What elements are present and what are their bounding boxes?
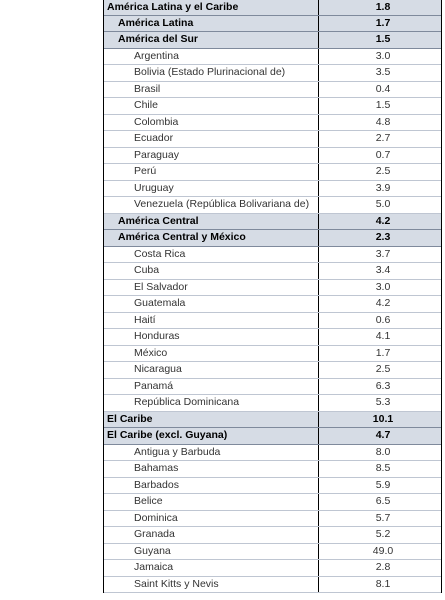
table-row	[104, 544, 441, 561]
value-cell: 3.0	[375, 280, 391, 293]
country-name: Guyana	[104, 544, 319, 560]
value-cell: 8.5	[375, 462, 391, 474]
country-name: Nicaragua	[104, 362, 319, 378]
table-row	[104, 131, 441, 148]
table-row-group	[104, 0, 441, 16]
value-cell: 6.3	[375, 379, 391, 392]
value-cell: 0.4	[375, 82, 391, 95]
value-cell: 3.0	[375, 49, 391, 62]
country-name: México	[104, 346, 319, 362]
table-row	[104, 461, 441, 478]
table-row	[104, 527, 441, 544]
country-name: Cuba	[104, 263, 319, 279]
table-row	[104, 511, 441, 528]
table-row	[104, 362, 441, 379]
table-row-group	[104, 428, 441, 445]
country-name: Barbados	[104, 478, 319, 494]
value-cell: 5.7	[375, 511, 391, 524]
value-cell: 1.7	[375, 346, 391, 359]
value-cell: 1.5	[375, 33, 391, 45]
region-name: América Latina	[104, 16, 319, 32]
table-row	[104, 263, 441, 280]
table-row	[104, 49, 441, 66]
country-name: Argentina	[104, 49, 319, 65]
table-row	[104, 494, 441, 511]
table-row	[104, 247, 441, 264]
value-cell: 3.5	[375, 66, 391, 78]
table-row	[104, 98, 441, 115]
country-name: Bolivia (Estado Plurinacional de)	[104, 65, 319, 81]
value-cell: 49.0	[372, 544, 394, 557]
value-cell: 5.2	[375, 528, 391, 540]
country-name: Paraguay	[104, 148, 319, 164]
region-name: América Central y México	[104, 230, 319, 246]
table-row	[104, 395, 441, 412]
country-name: Ecuador	[104, 131, 319, 147]
value-cell: 6.5	[375, 495, 391, 507]
value-cell: 4.8	[375, 115, 391, 128]
value-cell: 4.7	[375, 429, 391, 441]
value-cell: 2.5	[375, 363, 391, 375]
table-row-group	[104, 412, 441, 429]
country-name: Antigua y Barbuda	[104, 445, 319, 461]
data-table	[103, 0, 442, 593]
value-cell: 5.9	[375, 478, 391, 491]
country-name: El Salvador	[104, 280, 319, 296]
country-name: Honduras	[104, 329, 319, 345]
country-name: Uruguay	[104, 181, 319, 197]
table-row	[104, 560, 441, 577]
region-name: América del Sur	[104, 32, 319, 48]
value-cell: 2.7	[375, 132, 391, 144]
region-name: América Latina y el Caribe	[104, 0, 319, 15]
table-row	[104, 65, 441, 82]
table-row	[104, 296, 441, 313]
table-row	[104, 82, 441, 99]
country-name: Panamá	[104, 379, 319, 395]
country-name: Dominica	[104, 511, 319, 527]
country-name: Haití	[104, 313, 319, 329]
value-cell: 10.1	[372, 412, 394, 425]
value-cell: 4.2	[375, 297, 391, 309]
value-cell: 5.0	[375, 198, 391, 210]
value-cell: 0.6	[375, 313, 391, 326]
value-cell: 8.0	[375, 445, 391, 458]
country-name: República Dominicana	[104, 395, 319, 411]
table-row	[104, 197, 441, 214]
region-name: América Central	[104, 214, 319, 230]
country-name: Granada	[104, 527, 319, 543]
country-name: Jamaica	[104, 560, 319, 576]
value-cell: 8.1	[375, 577, 391, 590]
table-row	[104, 181, 441, 198]
table-row	[104, 280, 441, 297]
value-cell: 0.7	[375, 148, 391, 161]
table-row	[104, 445, 441, 462]
table-row-group	[104, 214, 441, 231]
table-row	[104, 164, 441, 181]
country-name: Chile	[104, 98, 319, 114]
table-row	[104, 577, 441, 594]
value-cell: 3.7	[375, 247, 391, 260]
value-cell: 4.1	[375, 330, 391, 342]
value-cell: 5.3	[375, 396, 391, 408]
value-cell: 1.7	[375, 16, 391, 29]
table-row	[104, 313, 441, 330]
value-cell: 3.4	[375, 264, 391, 276]
country-name: Brasil	[104, 82, 319, 98]
value-cell: 3.9	[375, 181, 391, 194]
country-name: Costa Rica	[104, 247, 319, 263]
table-row	[104, 346, 441, 363]
country-name: Saint Kitts y Nevis	[104, 577, 319, 593]
country-name: Venezuela (República Bolivariana de)	[104, 197, 319, 213]
table-row	[104, 115, 441, 132]
country-name: Guatemala	[104, 296, 319, 312]
table-row	[104, 148, 441, 165]
value-cell: 2.3	[375, 231, 391, 243]
country-name: Colombia	[104, 115, 319, 131]
table-row	[104, 329, 441, 346]
value-cell: 1.5	[375, 99, 391, 111]
value-cell: 2.5	[375, 165, 391, 177]
value-cell: 1.8	[375, 1, 391, 13]
country-name: Belice	[104, 494, 319, 510]
region-name: El Caribe (excl. Guyana)	[104, 428, 319, 444]
value-cell: 2.8	[375, 561, 391, 573]
table-row-group	[104, 32, 441, 49]
table-row-group	[104, 230, 441, 247]
table-row	[104, 379, 441, 396]
table-row-group	[104, 16, 441, 33]
country-name: Bahamas	[104, 461, 319, 477]
table-row	[104, 478, 441, 495]
country-name: Perú	[104, 164, 319, 180]
region-name: El Caribe	[104, 412, 319, 428]
value-cell: 4.2	[375, 214, 391, 227]
